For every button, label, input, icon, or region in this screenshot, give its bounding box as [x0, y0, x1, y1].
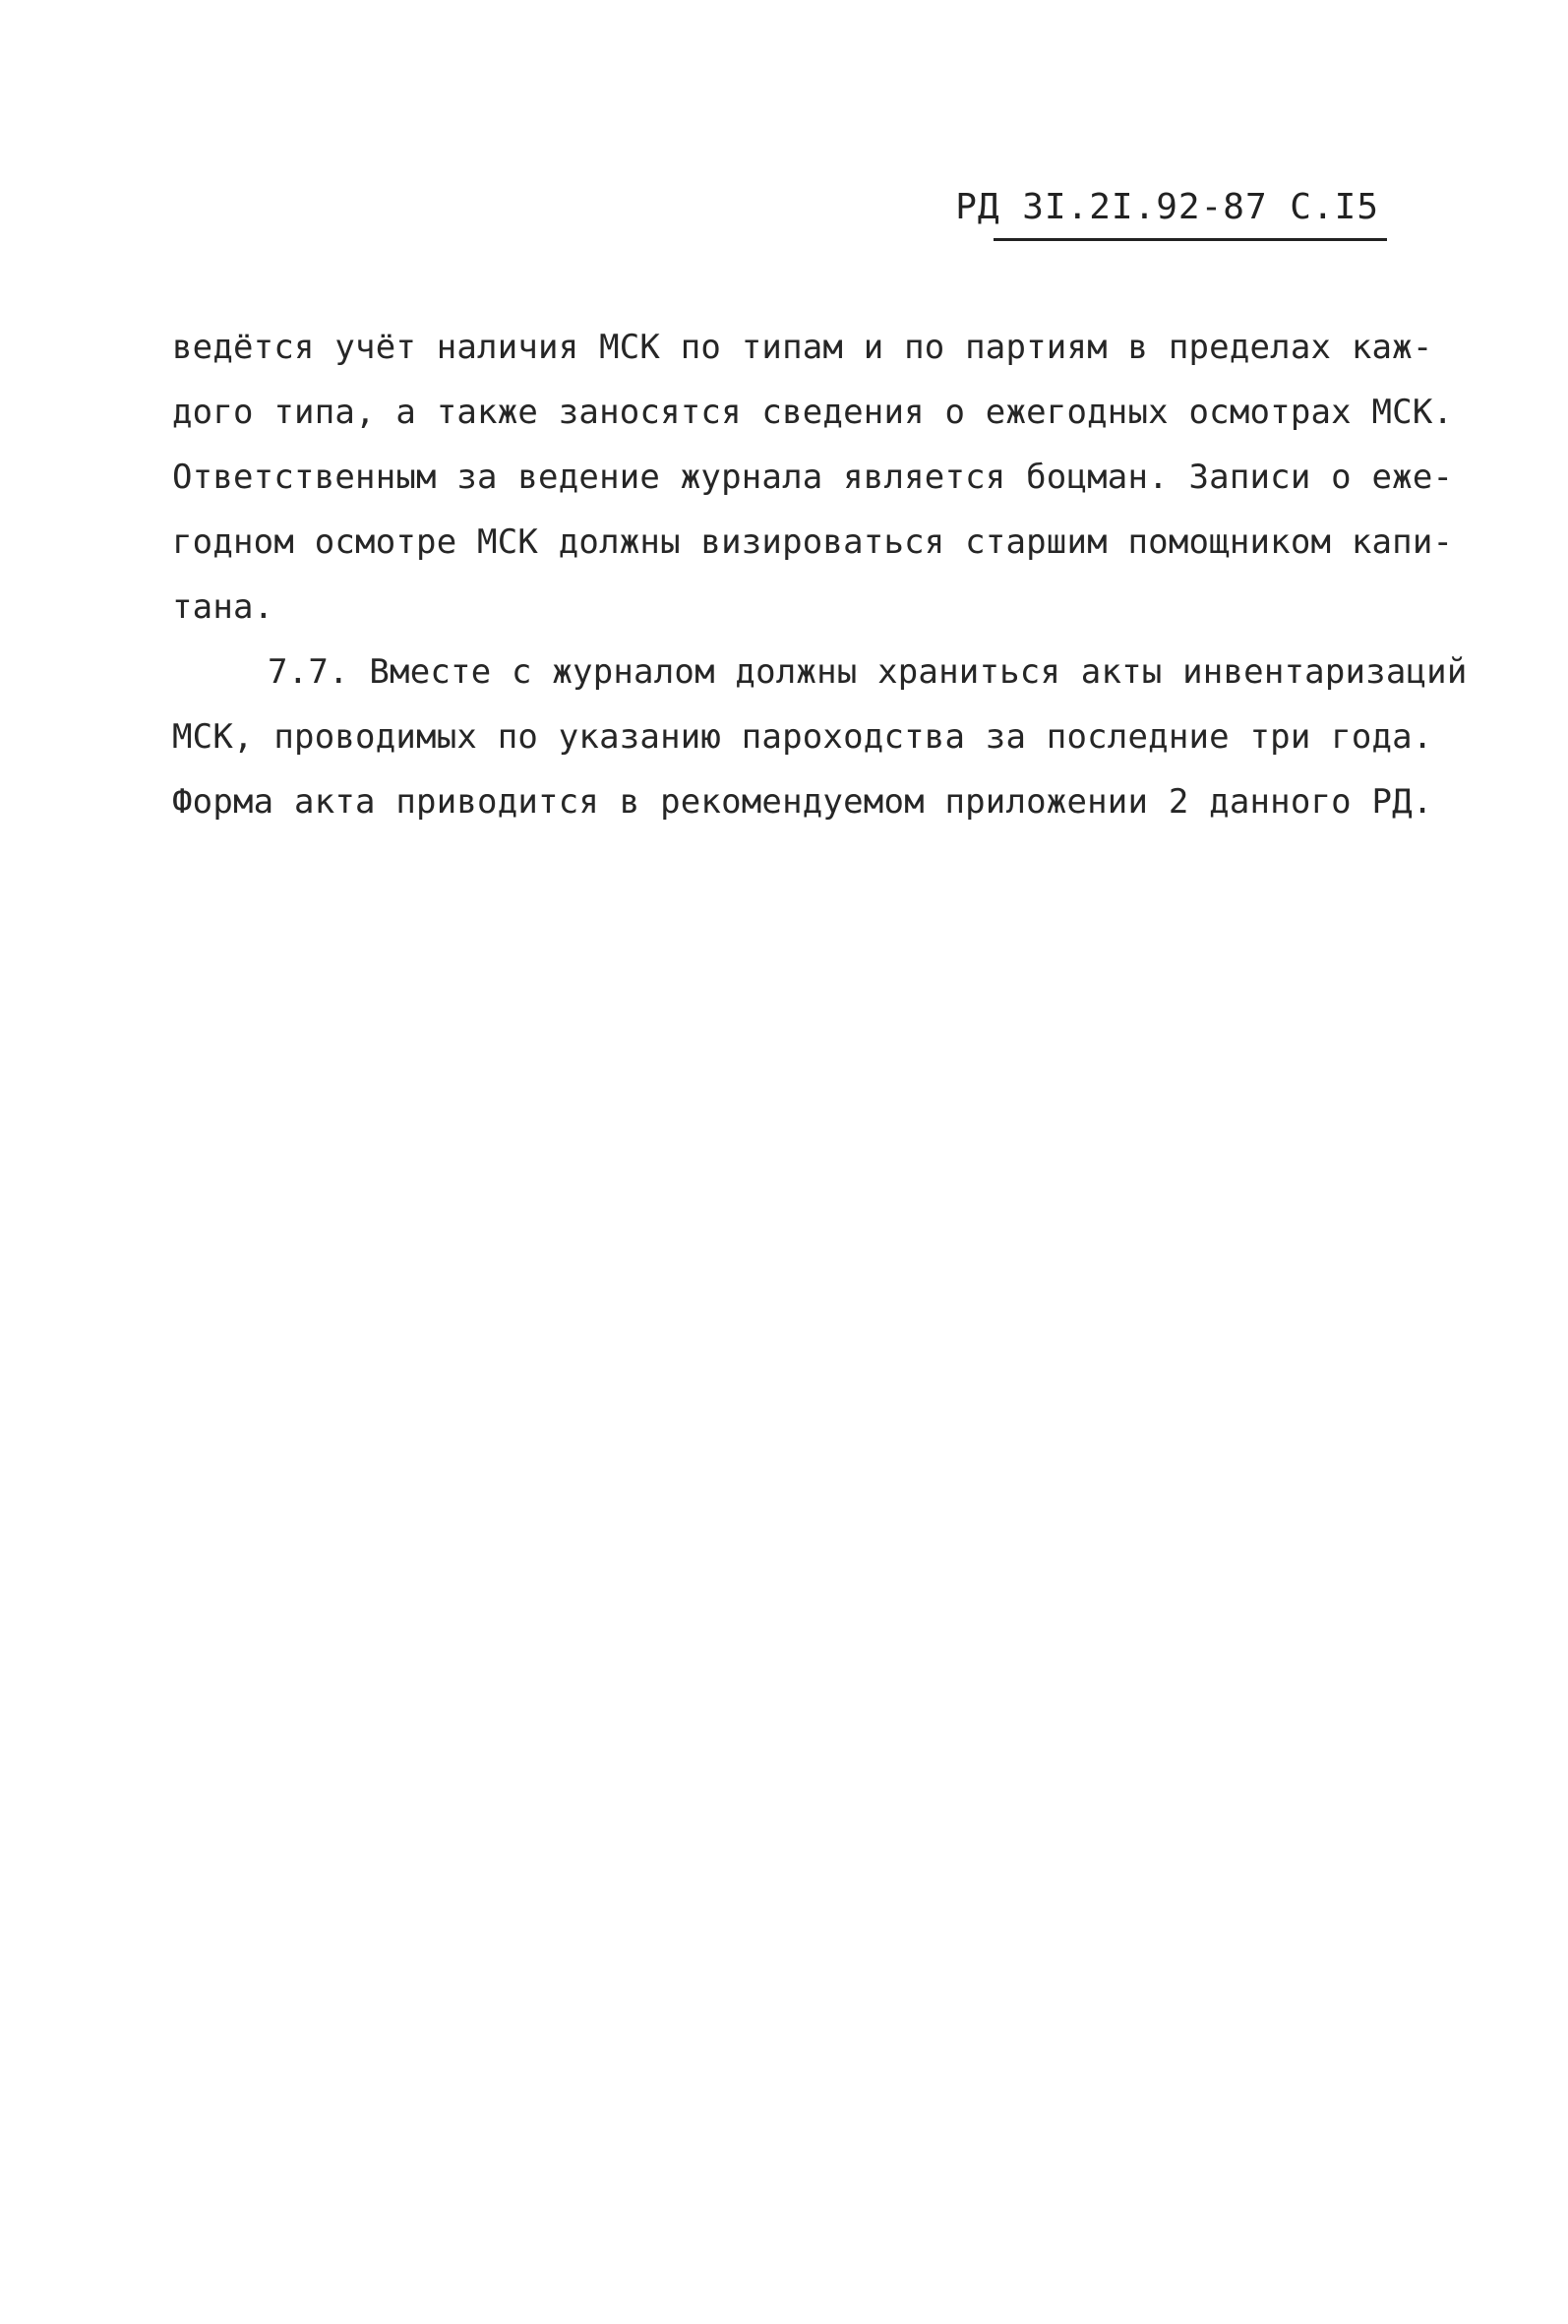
paragraph-continued	[172, 315, 1454, 640]
header-underline	[994, 238, 1387, 241]
text-line: Ответственным за ведение журнала является боцман. Записи о еже-	[172, 458, 1454, 497]
text-line: 7.7. Вместе с журналом должны храниться акты инвентаризаций	[268, 652, 1468, 692]
paragraph-7-7	[172, 640, 1468, 834]
text-line: Форма акта приводится в рекомендуемом приложении 2 данного РД.	[172, 782, 1433, 822]
text-line: ведётся учёт наличия МСК по типам и по партиям в пределах каж-	[172, 328, 1433, 367]
text-line: дого типа, а также заносятся сведения о ежегодных осмотрах МСК.	[172, 393, 1454, 432]
text-line: годном осмотре МСК должны визироваться старшим помощником капи-	[172, 522, 1454, 562]
text-line: тана.	[172, 587, 274, 627]
page-header	[955, 187, 1387, 242]
text-line: МСК, проводимых по указанию пароходства за последние три года.	[172, 717, 1433, 757]
body-text	[172, 315, 1468, 834]
document-code: РД 3I.2I.92-87 С.I5	[955, 187, 1379, 227]
